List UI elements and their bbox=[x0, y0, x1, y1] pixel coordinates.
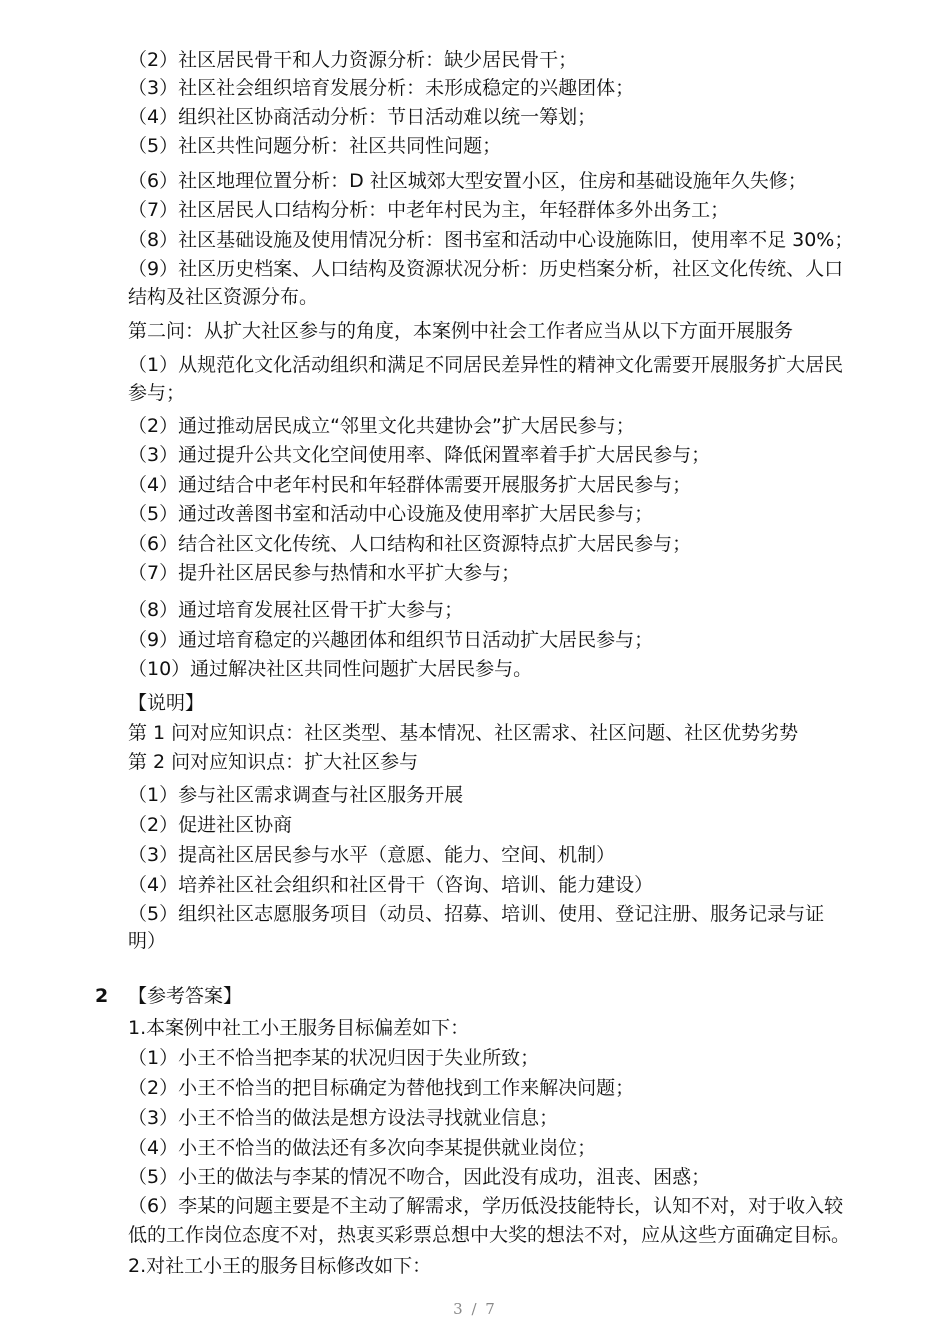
text-line: （9）通过培育稳定的兴趣团体和组织节日活动扩大居民参与； bbox=[128, 629, 654, 651]
text-line: 明） bbox=[128, 930, 167, 952]
text-line: （2）社区居民骨干和人力资源分析：缺少居民骨干； bbox=[128, 49, 578, 71]
text-line: （3）小王不恰当的做法是想方设法寻找就业信息； bbox=[128, 1107, 559, 1129]
text-line: （1）参与社区需求调查与社区服务开展 bbox=[128, 784, 464, 806]
text-line: 2.对社工小王的服务目标修改如下： bbox=[128, 1255, 432, 1277]
text-line: （6）李某的问题主要是不主动了解需求，学历低没技能特长，认知不对，对于收入较 bbox=[128, 1195, 844, 1217]
text-line: （6）社区地理位置分析：D 社区城郊大型安置小区，住房和基础设施年久失修； bbox=[128, 170, 807, 192]
text-line: （7）提升社区居民参与热情和水平扩大参与； bbox=[128, 562, 521, 584]
text-line: （3）社区社会组织培育发展分析：未形成稳定的兴趣团体； bbox=[128, 77, 635, 99]
text-line: 【参考答案】 bbox=[128, 985, 243, 1007]
text-line: （5）社区共性问题分析：社区共同性问题； bbox=[128, 135, 502, 157]
question-number: 2 bbox=[95, 985, 109, 1007]
text-line: （7）社区居民人口结构分析：中老年村民为主，年轻群体多外出务工； bbox=[128, 199, 730, 221]
text-line: （4）培养社区社会组织和社区骨干（咨询、培训、能力建设） bbox=[128, 874, 654, 896]
text-line: （8）社区基础设施及使用情况分析：图书室和活动中心设施陈旧，使用率不足 30%； bbox=[128, 229, 854, 251]
text-line: 结构及社区资源分布。 bbox=[128, 286, 319, 308]
text-line: 1.本案例中社工小王服务目标偏差如下： bbox=[128, 1017, 470, 1039]
text-line: （4）小王不恰当的做法还有多次向李某提供就业岗位； bbox=[128, 1137, 597, 1159]
text-line: 第 1 问对应知识点：社区类型、基本情况、社区需求、社区问题、社区优势劣势 bbox=[128, 722, 799, 744]
text-line: （3）提高社区居民参与水平（意愿、能力、空间、机制） bbox=[128, 844, 616, 866]
text-line: （2）小王不恰当的把目标确定为替他找到工作来解决问题； bbox=[128, 1077, 635, 1099]
text-line: （4）组织社区协商活动分析：节日活动难以统一筹划； bbox=[128, 106, 597, 128]
text-line: 低的工作岗位态度不对，热衷买彩票总想中大奖的想法不对，应从这些方面确定目标。 bbox=[128, 1224, 851, 1246]
text-line: （1）小王不恰当把李某的状况归因于失业所致； bbox=[128, 1047, 540, 1069]
text-line: 第二问：从扩大社区参与的角度，本案例中社会工作者应当从以下方面开展服务 bbox=[128, 320, 794, 342]
text-line: （1）从规范化文化活动组织和满足不同居民差异性的精神文化需要开展服务扩大居民 bbox=[128, 354, 844, 376]
text-line: 第 2 问对应知识点：扩大社区参与 bbox=[128, 751, 419, 773]
text-line: （4）通过结合中老年村民和年轻群体需要开展服务扩大居民参与； bbox=[128, 474, 692, 496]
text-line: 参与； bbox=[128, 382, 186, 404]
text-line: （8）通过培育发展社区骨干扩大参与； bbox=[128, 599, 464, 621]
text-line: （9）社区历史档案、人口结构及资源状况分析：历史档案分析，社区文化传统、人口 bbox=[128, 258, 844, 280]
text-line: （3）通过提升公共文化空间使用率、降低闲置率着手扩大居民参与； bbox=[128, 444, 711, 466]
text-line: （5）小王的做法与李某的情况不吻合，因此没有成功，沮丧、困惑； bbox=[128, 1166, 711, 1188]
page-number: 3 / 7 bbox=[453, 1300, 497, 1318]
text-line: （2）通过推动居民成立“邻里文化共建协会”扩大居民参与； bbox=[128, 415, 635, 437]
text-line: （10）通过解决社区共同性问题扩大居民参与。 bbox=[128, 658, 533, 680]
text-line: （2）促进社区协商 bbox=[128, 814, 293, 836]
text-line: （5）通过改善图书室和活动中心设施及使用率扩大居民参与； bbox=[128, 503, 654, 525]
text-line: （5）组织社区志愿服务项目（动员、招募、培训、使用、登记注册、服务记录与证 bbox=[128, 903, 825, 925]
text-line: 【说明】 bbox=[128, 692, 205, 714]
text-line: （6）结合社区文化传统、人口结构和社区资源特点扩大居民参与； bbox=[128, 533, 692, 555]
